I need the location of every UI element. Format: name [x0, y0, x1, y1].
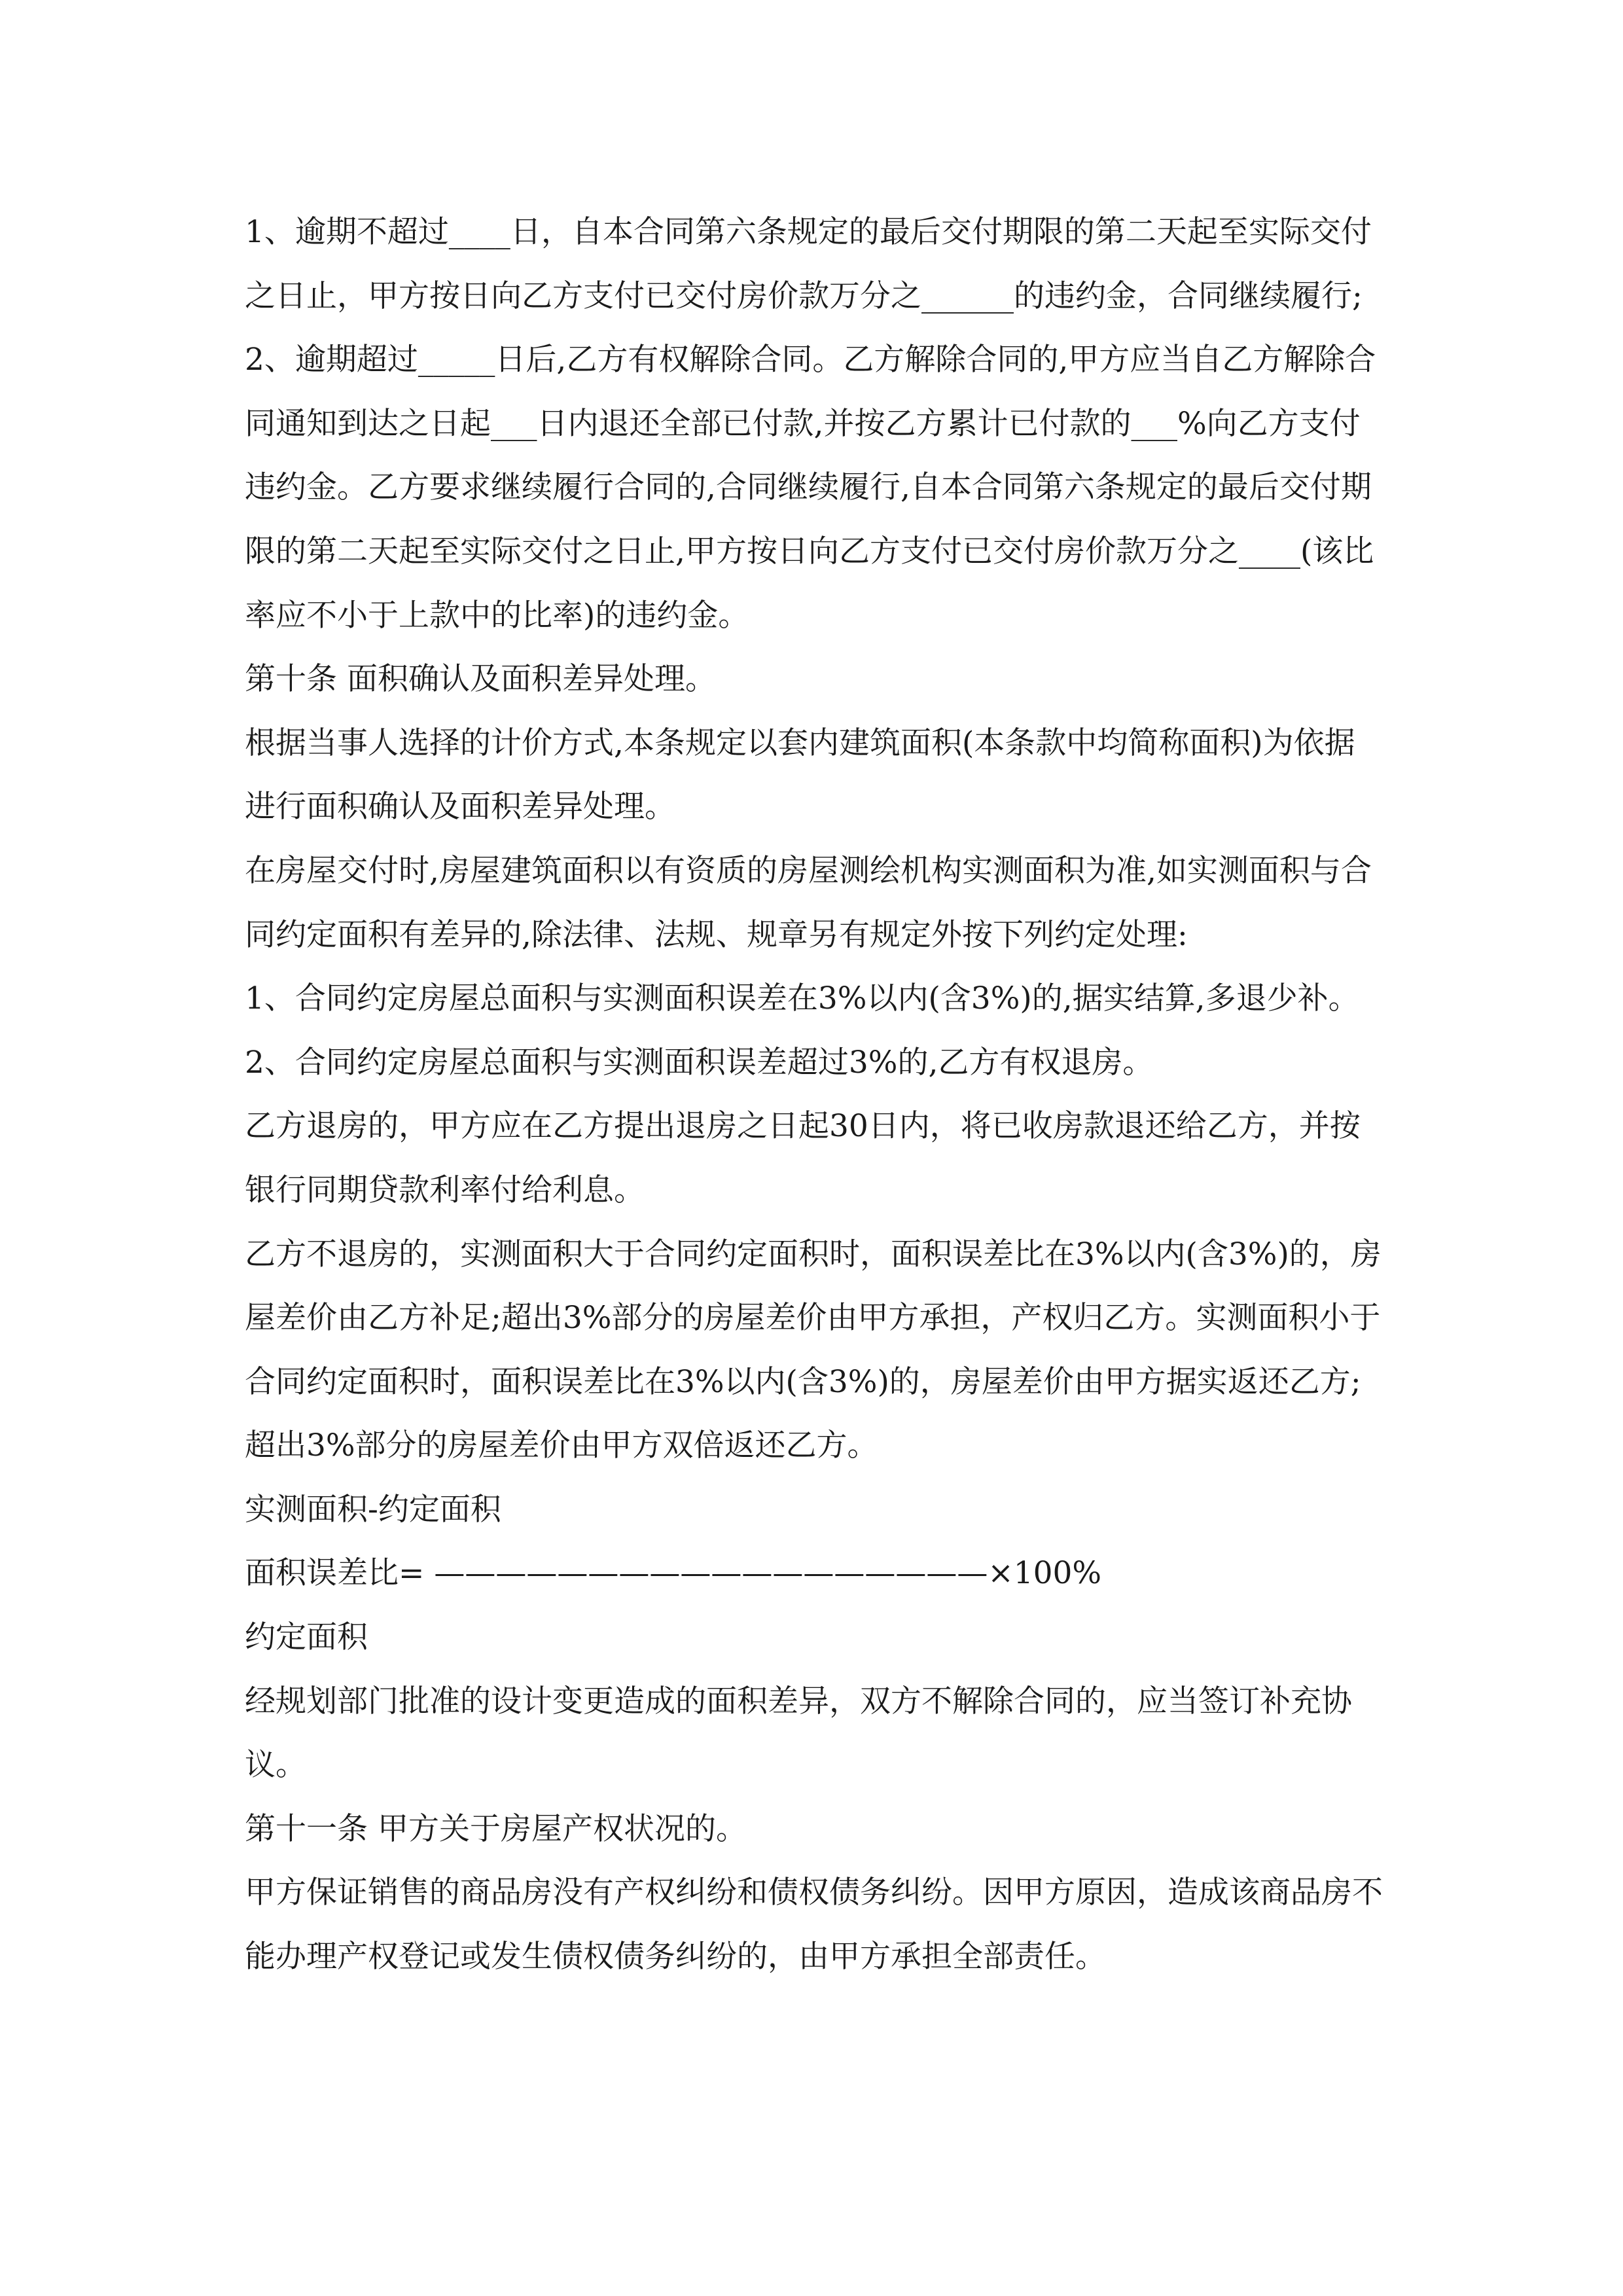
paragraph-clause-overdue-2: 2、逾期超过_____日后,乙方有权解除合同。乙方解除合同的,甲方应当自乙方解除合同通知到达之日起___日内退还全部已付款,并按乙方累计已付款的___%向乙方支付违约金。乙方要求继续履行合同的,合同继续履行,自本合同第六条规定的最后交付期限的第二天起至实际交付之日止,甲方按日向乙方支付已交付房价款万分之____(该比率应不小于上款中的比率)的违约金。 [245, 342, 1376, 634]
paragraph-area-item-1: 1、合同约定房屋总面积与实测面积误差在3%以内(含3%)的,据实结算,多退少补。 [245, 980, 1359, 1017]
paragraph-design-change: 经规划部门批准的设计变更造成的面积差异，双方不解除合同的，应当签订补充协议。 [245, 1683, 1352, 1784]
heading-article-10: 第十条 面积确认及面积差异处理。 [245, 661, 716, 698]
document-body [245, 200, 1383, 1989]
paragraph-area-basis: 根据当事人选择的计价方式,本条规定以套内建筑面积(本条款中均简称面积)为依据进行面积确认及面积差异处理。 [245, 725, 1355, 825]
heading-article-11: 第十一条 甲方关于房屋产权状况的。 [245, 1810, 747, 1847]
paragraph-area-item-2: 2、合同约定房屋总面积与实测面积误差超过3%的,乙方有权退房。 [245, 1044, 1154, 1081]
paragraph-no-refund: 乙方不退房的，实测面积大于合同约定面积时，面积误差比在3%以内(含3%)的，房屋差价由乙方补足;超出3%部分的房屋差价由甲方承担，产权归乙方。实测面积小于合同约定面积时，面积误差比在3%以内(含3%)的，房屋差价由甲方据实返还乙方;超出3%部分的房屋差价由甲方双倍返还乙方。 [245, 1236, 1382, 1464]
formula-denominator: 约定面积 [245, 1619, 368, 1656]
paragraph-area-delivery: 在房屋交付时,房屋建筑面积以有资质的房屋测绘机构实测面积为准,如实测面积与合同约定面积有差异的,除法律、法规、规章另有规定外按下列约定处理: [245, 852, 1372, 953]
formula-numerator: 实测面积-约定面积 [245, 1491, 501, 1528]
formula-line: 面积误差比= ——————————————————×100% [245, 1555, 1102, 1592]
paragraph-property-rights: 甲方保证销售的商品房没有产权纠纷和债权债务纠纷。因甲方原因，造成该商品房不能办理产权登记或发生债权债务纠纷的，由甲方承担全部责任。 [245, 1874, 1383, 1975]
paragraph-refund: 乙方退房的，甲方应在乙方提出退房之日起30日内，将已收房款退还给乙方，并按银行同期贷款利率付给利息。 [245, 1108, 1361, 1208]
paragraph-clause-overdue-1: 1、逾期不超过____日，自本合同第六条规定的最后交付期限的第二天起至实际交付之日止，甲方按日向乙方支付已交付房价款万分之______的违约金，合同继续履行; [245, 214, 1372, 314]
